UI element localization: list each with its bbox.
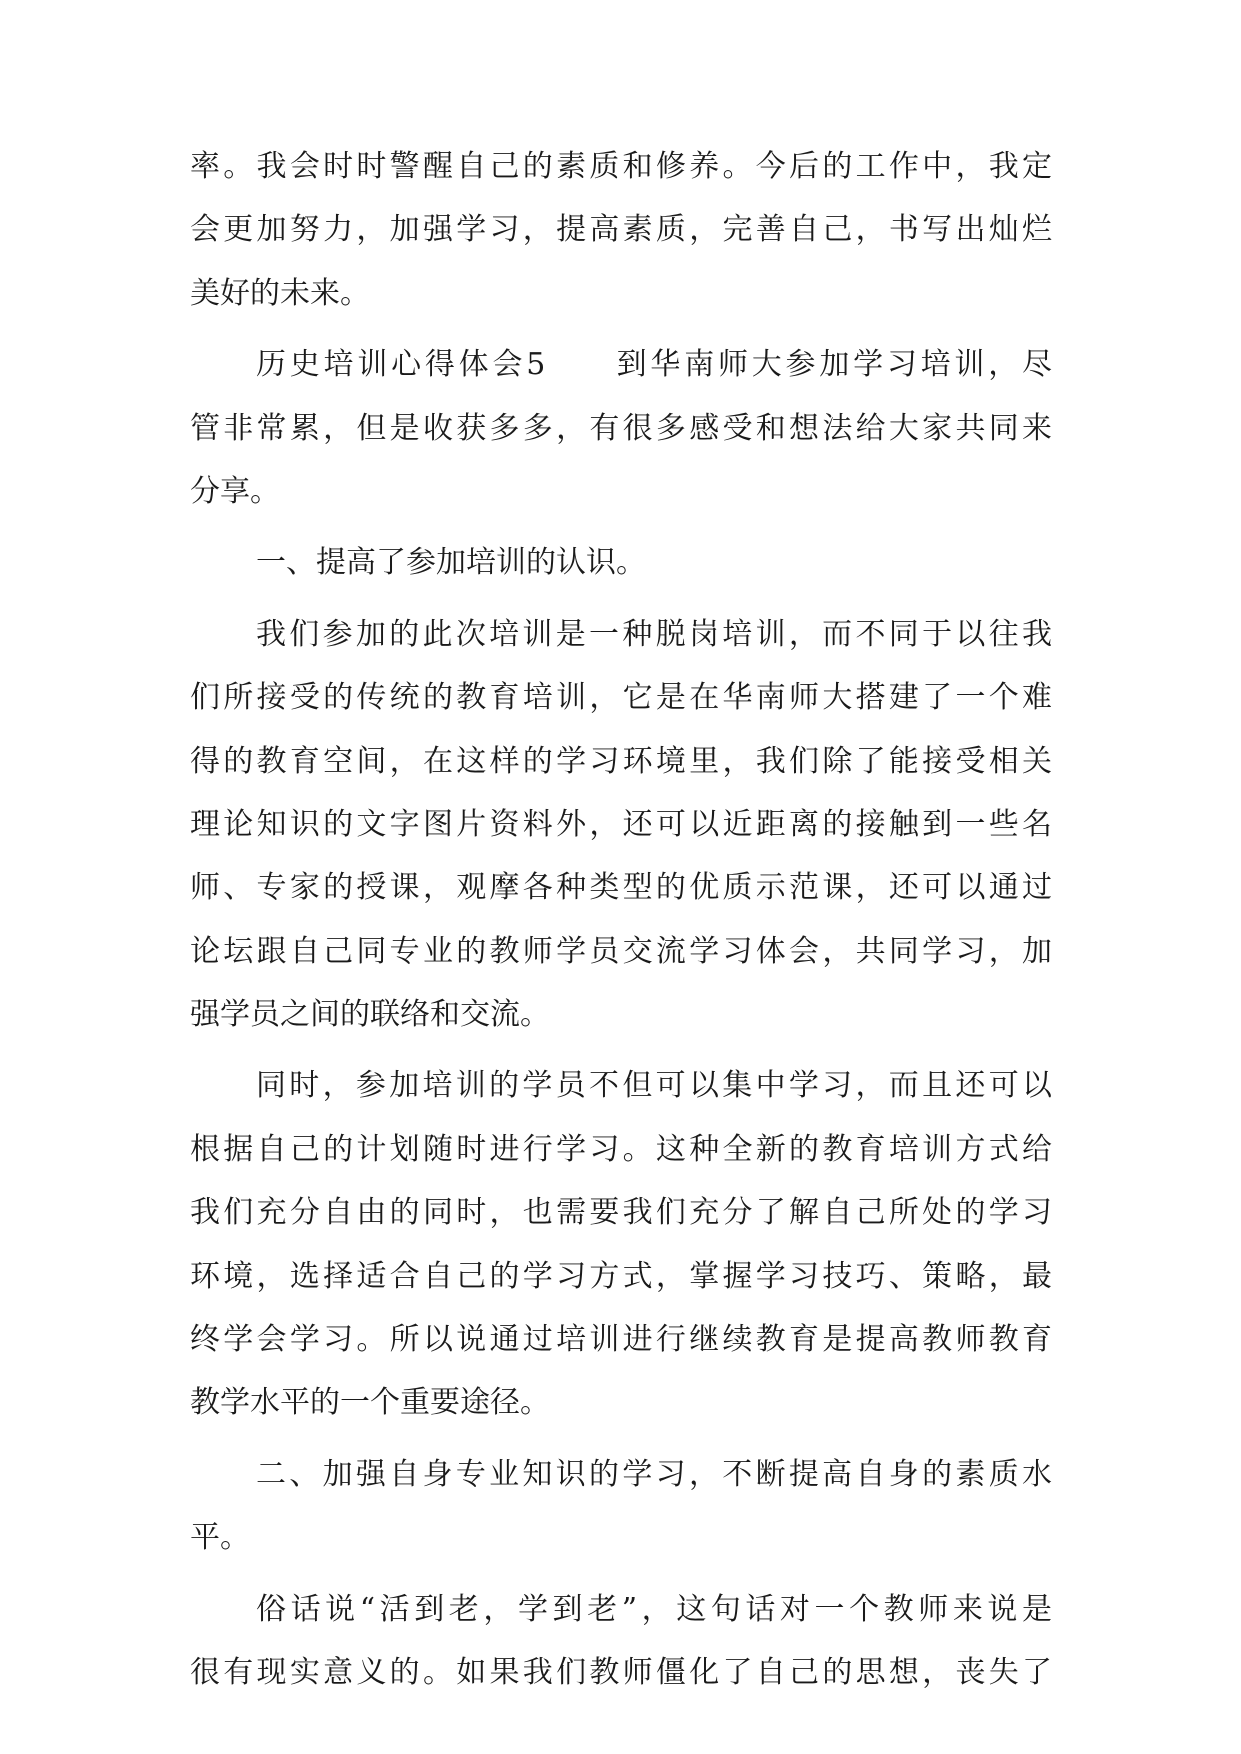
subheading-line: 一、提高了参加培训的认识。: [256, 545, 646, 581]
text-line: 论坛跟自己同专业的教师学员交流学习体会，共同学习，加: [190, 933, 1052, 969]
text-line: 美好的未来。: [190, 275, 370, 311]
text-line: 管非常累，但是收获多多，有很多感受和想法给大家共同来: [190, 410, 1052, 446]
text-line: 我们充分自由的同时，也需要我们充分了解自己所处的学习: [190, 1195, 1052, 1231]
text-line: 终学会学习。所以说通过培训进行继续教育是提高教师教育: [190, 1322, 1052, 1358]
text-line: 同时，参加培训的学员不但可以集中学习，而且还可以: [256, 1068, 1052, 1104]
section-heading-line: 历史培训心得体会5 到华南师大参加学习培训，尽: [256, 347, 1052, 383]
document-body: [190, 135, 1052, 1704]
text-line: 环境，选择适合自己的学习方式，掌握学习技巧、策略，最: [190, 1258, 1052, 1294]
text-line: 理论知识的文字图片资料外，还可以近距离的接触到一些名: [190, 806, 1052, 842]
text-line: 率。我会时时警醒自己的素质和修养。今后的工作中，我定: [190, 149, 1052, 184]
subheading-line: 二、加强自身专业知识的学习，不断提高自身的素质水: [256, 1456, 1052, 1492]
text-line: 俗话说“活到老，学到老”，这句话对一个教师来说是: [256, 1591, 1052, 1627]
text-line: 得的教育空间，在这样的学习环境里，我们除了能接受相关: [190, 743, 1052, 779]
text-line: 平。: [190, 1520, 250, 1556]
text-line: 会更加努力，加强学习，提高素质，完善自己，书写出灿烂: [190, 212, 1052, 248]
text-line: 我们参加的此次培训是一种脱岗培训，而不同于以往我: [256, 616, 1052, 652]
text-line: 根据自己的计划随时进行学习。这种全新的教育培训方式给: [190, 1131, 1052, 1167]
text-line: 分享。: [190, 473, 280, 509]
text-line: 们所接受的传统的教育培训，它是在华南师大搭建了一个难: [190, 680, 1052, 716]
text-line: 师、专家的授课，观摩各种类型的优质示范课，还可以通过: [190, 870, 1052, 906]
text-line: 教学水平的一个重要途径。: [190, 1385, 550, 1421]
text-line: 强学员之间的联络和交流。: [190, 997, 550, 1033]
text-line: 很有现实意义的。如果我们教师僵化了自己的思想，丧失了: [190, 1654, 1052, 1690]
